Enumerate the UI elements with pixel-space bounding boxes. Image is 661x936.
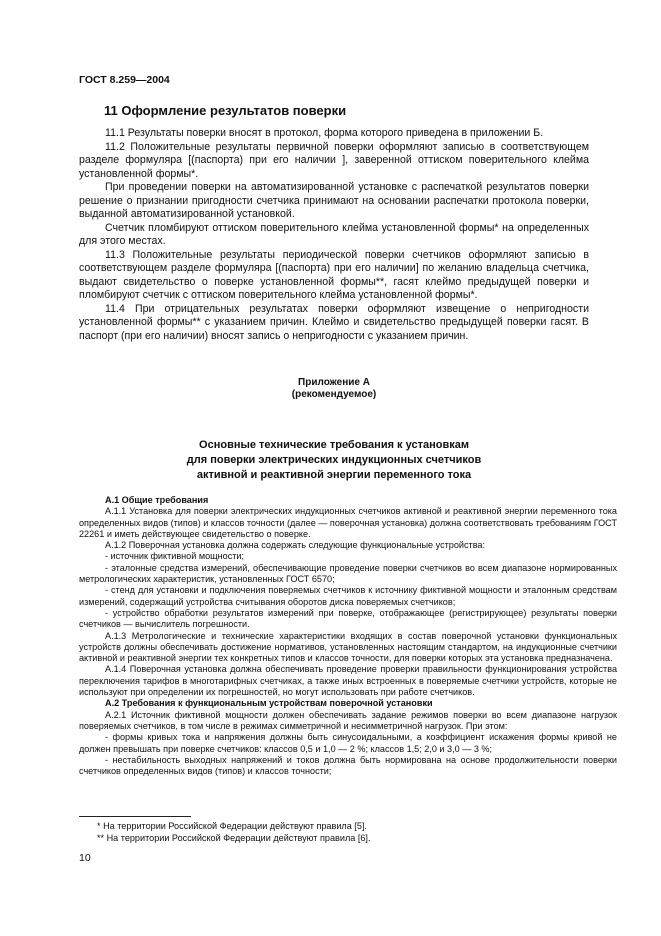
footnote-divider	[79, 816, 191, 817]
footnote: ** На территории Российской Федерации действуют правила [6].	[97, 833, 371, 843]
list-item: - устройство обработки результатов измерений при поверке, отображающее (регистрирующее) результаты поверки счетчиков — вычислитель погрешности.	[79, 607, 617, 630]
paragraph: 11.4 При отрицательных результатах поверки оформляют извещение о непригодности установленной формы** с указанием причин. Клеймо и свидетельство предыдущей поверки гасят. В паспорт (при его наличии) вносят запись о непригодности с указанием причин.	[79, 302, 589, 342]
appendix-note: (рекомендуемое)	[291, 389, 377, 400]
paragraph: А.1.4 Поверочная установка должна обеспечивать проведение проверки правильности функционирования устройства переключения тарифов в многотарифных счетчиках, а также иных встроенных в поверяемые счетчики устройств, которые не используют при определении их погрешностей, но могут использовать при работе счетчиков.	[79, 664, 617, 698]
paragraph: 11.1 Результаты поверки вносят в протокол, форма которого приведена в приложении Б.	[105, 127, 544, 139]
footnotes	[79, 820, 589, 844]
paragraph: При проведении поверки на автоматизированной установке с распечаткой результатов поверки решение о признании пригодности счетчика принимают на основании распечатки протокола поверки, выданной автоматизированной установкой.	[79, 181, 589, 220]
section-title: 11 Оформление результатов поверки	[104, 103, 347, 118]
section-11-body	[79, 127, 589, 343]
paragraph: Счетчик пломбируют оттиском поверительного клейма установленной формы* на определенных для этого местах.	[79, 221, 589, 247]
paragraph: 11.3 Положительные результаты периодической поверки счетчиков оформляют записью в соответствующем разделе формуляра [(паспорта) при его наличии] по желанию владельца счетчика, выдают свидетельство о поверке установленной формы**, гасят клеймо предыдущей поверки и пломбируют счетчик с оттиском поверительного клейма установленной формы*.	[79, 248, 589, 301]
list-item: - нестабильность выходных напряжений и токов должна быть нормирована на основе продолжительности поверки счетчиков определенных видов (типов) и классов точности;	[79, 754, 617, 777]
paragraph: 11.2 Положительные результаты первичной поверки оформляют записью в соответствующем разделе формуляра [(паспорта) при его наличии ], заверенной оттиском поверительного клейма установленной формы*.	[79, 140, 589, 180]
subsection-heading: А.2 Требования к функциональным устройствам поверочной установки	[105, 698, 433, 709]
appendix-body	[79, 495, 617, 777]
list-item: - эталонные средства измерений, обеспечивающие проведение поверки счетчиков во всем диапазоне нормированных метрологических характеристик, установленных ГОСТ 6570;	[79, 562, 617, 585]
appendix-title	[79, 438, 589, 483]
paragraph: А.2.1 Источник фиктивной мощности должен обеспечивать задание режимов поверки во всем диапазоне нагрузок поверяемых счетчиков, в том числе в режимах симметричной и несимметричной нагрузок. При этом:	[79, 709, 617, 731]
appendix-label	[79, 377, 589, 401]
appendix-title-line: активной и реактивной энергии переменного тока	[196, 469, 472, 481]
list-item: - источник фиктивной мощности;	[105, 551, 245, 562]
page-number: 10	[79, 852, 91, 864]
paragraph: А.1.1 Установка для поверки электрических индукционных счетчиков активной и реактивной энергии переменного тока определенных видов (типов) и классов точности (далее — поверочная установка) должна соответствовать требованиям ГОСТ 22261 и иметь действующее свидетельство о поверке.	[79, 506, 617, 539]
document-header: ГОСТ 8.259—2004	[79, 74, 170, 86]
appendix-title-line: для поверки электрических индукционных счетчиков	[186, 454, 482, 466]
list-item: - стенд для установки и подключения поверяемых счетчиков к источнику фиктивной мощности и эталонным средствам измерений, содержащий устройства считывания оборотов диска поверяемых счетчиков;	[79, 585, 617, 607]
subsection-heading: А.1 Общие требования	[105, 495, 209, 505]
list-item: - формы кривых тока и напряжения должны быть синусоидальными, а коэффициент искажения формы кривой не должен превышать при поверке счетчиков: классов 0,5 и 1,0 — 2 %; классов 1,5; 2,0 и 3,0 — 3 %;	[79, 732, 617, 754]
paragraph: А.1.3 Метрологические и технические характеристики входящих в состав поверочной установки функциональных устройств должны обеспечивать достижение нормативов, установленных настоящим стандартом, на индукционные счетчики активной и реактивной энергии тех конкретных типов и классов точности, для поверки которых эта установка предназначена.	[79, 630, 617, 664]
appendix-name: Приложение А	[298, 377, 370, 388]
appendix-title-line: Основные технические требования к установкам	[199, 439, 469, 451]
footnote: * На территории Российской Федерации действуют правила [5].	[97, 821, 367, 831]
paragraph: А.1.2 Поверочная установка должна содержать следующие функциональные устройства:	[105, 540, 486, 551]
